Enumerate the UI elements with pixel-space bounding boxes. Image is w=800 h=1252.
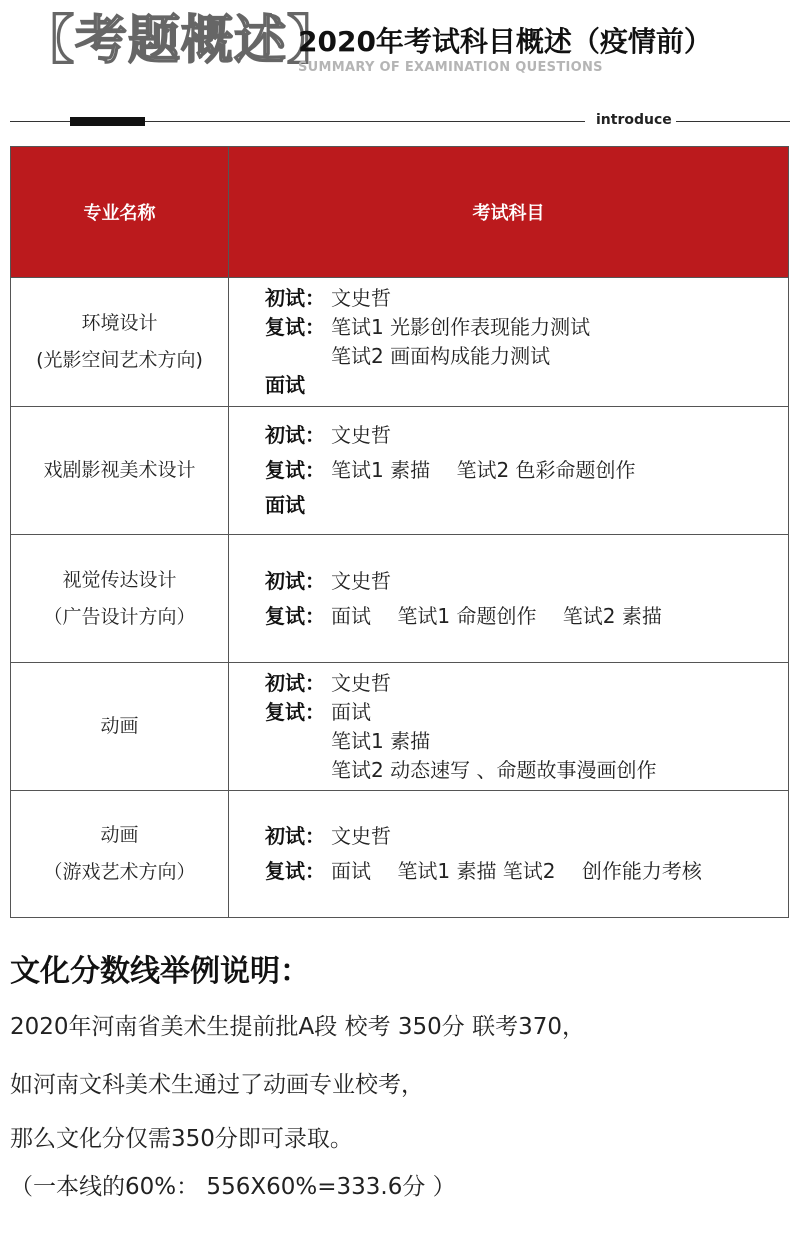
subject-line <box>265 313 788 342</box>
exam-subjects-table <box>10 146 789 918</box>
subject-stage-label <box>265 342 331 371</box>
subject-line <box>265 854 788 889</box>
note-paragraph: 如河南文科美术生通过了动画专业校考， <box>10 1072 424 1098</box>
subject-text: 面试 <box>331 699 371 724</box>
outline-section-title: 【考题概述】 <box>22 11 341 71</box>
major-name: 动画 <box>11 663 229 791</box>
note-paragraph: 那么文化分仅需350分即可录取。 <box>10 1126 353 1152</box>
subject-line <box>265 564 788 599</box>
subject-line <box>265 453 788 488</box>
subject-line <box>265 756 788 785</box>
divider-label: introduce <box>596 112 672 128</box>
page-header <box>0 0 800 100</box>
major-name: 环境设计 (光影空间艺术方向) <box>11 278 229 407</box>
subject-text: 面试 笔试1 命题创作 笔试2 素描 <box>331 603 662 628</box>
major-name: 视觉传达设计 （广告设计方向） <box>11 535 229 663</box>
subject-stage-label: 复试： <box>265 458 325 482</box>
subject-text: 文史哲 <box>331 824 391 848</box>
note-paragraph: 2020年河南省美术生提前批A段 校考 350分 联考370， <box>10 1014 585 1040</box>
subject-line <box>265 284 788 313</box>
subject-stage-label <box>265 756 331 785</box>
table-row <box>11 535 789 663</box>
subject-line <box>265 342 788 371</box>
subject-text: 文史哲 <box>331 423 391 447</box>
subject-stage-label: 复试： <box>265 315 325 339</box>
page-subtitle: SUMMARY OF EXAMINATION QUESTIONS <box>298 60 603 75</box>
table-header-row <box>11 147 789 278</box>
subject-text: 笔试1 素描 笔试2 色彩命题创作 <box>331 458 636 482</box>
header-subjects: 考试科目 <box>229 147 789 278</box>
subject-stage-label: 复试： <box>265 699 325 724</box>
table-row <box>11 407 789 535</box>
divider-accent-bar <box>70 117 145 126</box>
subject-stage-label: 初试： <box>265 423 325 447</box>
subject-text: 笔试2 画面构成能力测试 <box>331 344 551 368</box>
subject-stage-label: 初试： <box>265 286 325 310</box>
table-row <box>11 791 789 918</box>
major-name: 动画 （游戏艺术方向） <box>11 791 229 918</box>
subject-line <box>265 418 788 453</box>
subject-text: 笔试1 素描 <box>331 728 431 753</box>
subject-text: 笔试1 光影创作表现能力测试 <box>331 315 591 339</box>
subject-line <box>265 371 788 400</box>
table-row <box>11 278 789 407</box>
subjects-cell <box>229 791 789 918</box>
subject-stage-label: 初试： <box>265 670 325 695</box>
subject-text: 文史哲 <box>331 286 391 310</box>
subject-line <box>265 698 788 727</box>
header-major: 专业名称 <box>11 147 229 278</box>
note-paragraph: （一本线的60%： 556X60%=333.6分 ） <box>10 1174 456 1200</box>
divider-line-right <box>676 121 790 122</box>
subject-line <box>265 488 788 523</box>
subjects-cell <box>229 407 789 535</box>
subjects-cell <box>229 535 789 663</box>
subjects-cell <box>229 278 789 407</box>
page-title: 2020年考试科目概述（疫情前） <box>298 25 712 58</box>
subject-text: 文史哲 <box>331 670 391 695</box>
note-title: 文化分数线举例说明： <box>10 954 310 989</box>
subject-line <box>265 819 788 854</box>
subject-text: 笔试2 动态速写 、命题故事漫画创作 <box>331 757 657 782</box>
major-name: 戏剧影视美术设计 <box>11 407 229 535</box>
table-row <box>11 663 789 791</box>
subject-stage-label: 面试 <box>265 373 305 397</box>
subject-line <box>265 727 788 756</box>
subject-stage-label: 初试： <box>265 824 325 848</box>
subject-stage-label: 复试： <box>265 859 325 883</box>
subject-line <box>265 669 788 698</box>
subject-stage-label <box>265 727 331 756</box>
subject-line <box>265 599 788 634</box>
subject-stage-label: 面试 <box>265 493 305 517</box>
subjects-cell <box>229 663 789 791</box>
section-divider <box>0 106 800 136</box>
subject-text: 文史哲 <box>331 568 391 593</box>
subject-text: 面试 笔试1 素描 笔试2 创作能力考核 <box>331 859 702 883</box>
subject-stage-label: 初试： <box>265 568 325 593</box>
subject-stage-label: 复试： <box>265 603 325 628</box>
